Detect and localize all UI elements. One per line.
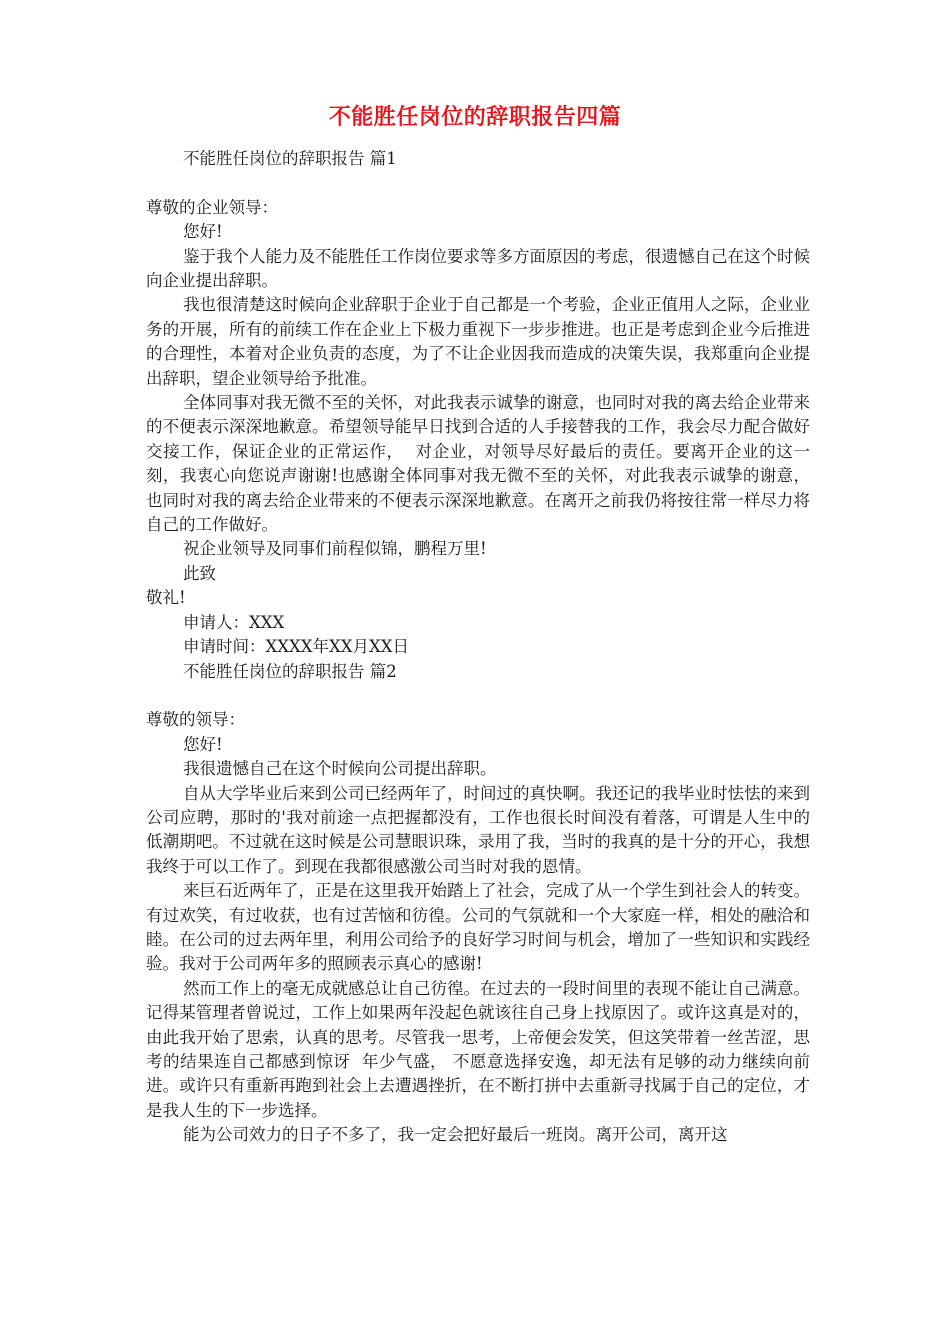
paragraph: 自从大学毕业后来到公司已经两年了，时间过的真快啊。我还记的我毕业时怯怯的来到公司应聘，那时的'我对前途一点把握都没有，工作也很长时间没有着落，可谓是人生中的低潮期吧。不过就在这时候是公司慧眼识珠，录用了我，当时的我真的是十分的开心，我想我终于可以工作了。到现在我都很感激公司当时对我的恩情。	[146, 783, 810, 876]
paragraph: 全体同事对我无微不至的关怀，对此我表示诚挚的谢意，也同时对我的离去给企业带来的不便表示深深地歉意。希望领导能早日找到合适的人手接替我的工作，我会尽力配合做好交接工作，保证企业的正常运作， 对企业，对领导尽好最后的责任。要离开企业的这一刻，我衷心向您说声谢谢!也感谢全体同事对我无微不至的关怀，对此我表示诚挚的谢意，也同时对我的离去给企业带来的不便表示深深地歉意。在离开之前我仍将按往常一样尽力将自己的工作做好。	[146, 393, 810, 535]
document-body	[146, 147, 810, 1148]
paragraph: 然而工作上的毫无成就感总让自己彷徨。在过去的一段时间里的表现不能让自己满意。记得某管理者曾说过，工作上如果两年没起色就该往自己身上找原因了。或许这真是对的，由此我开始了思索，认真的思考。尽管我一思考，上帝便会发笑，但这笑带着一丝苦涩，思考的结果连自己都感到惊讶 年少气盛， 不愿意选择安逸，却无法有足够的动力继续向前进。或许只有重新再跑到社会上去遭遇挫折，在不断打拼中去重新寻找属于自己的定位，才是我人生的下一步选择。	[146, 978, 810, 1120]
paragraph: 能为公司效力的日子不多了，我一定会把好最后一班岗。离开公司，离开这	[183, 1125, 728, 1145]
greeting: 您好!	[183, 222, 223, 242]
closing-line: 此致	[183, 563, 216, 583]
paragraph: 鉴于我个人能力及不能胜任工作岗位要求等多方面原因的考虑，很遗憾自己在这个时候向企业提出辞职。	[146, 246, 810, 291]
section-heading: 不能胜任岗位的辞职报告 篇2	[183, 661, 397, 681]
applicant-line: 申请人：XXX	[183, 612, 285, 632]
salutation: 尊敬的领导：	[146, 710, 245, 730]
paragraph: 祝企业领导及同事们前程似锦，鹏程万里!	[183, 539, 487, 559]
salutation: 尊敬的企业领导：	[146, 197, 278, 217]
section-heading: 不能胜任岗位的辞职报告 篇1	[183, 149, 397, 168]
paragraph: 我很遗憾自己在这个时候向公司提出辞职。	[183, 759, 497, 779]
greeting: 您好!	[183, 734, 223, 754]
blank-line	[146, 684, 810, 708]
closing-salute: 敬礼!	[146, 588, 186, 608]
paragraph: 来巨石近两年了，正是在这里我开始踏上了社会，完成了从一个学生到社会人的转变。有过欢笑，有过收获，也有过苦恼和彷徨。公司的气氛就和一个大家庭一样，相处的融洽和睦。在公司的过去两年里，利用公司给予的良好学习时间与机会，增加了一些知识和实践经验。我对于公司两年多的照顾表示真心的感谢!	[146, 881, 810, 974]
blank-line	[146, 171, 810, 195]
paragraph: 我也很清楚这时候向企业辞职于企业于自己都是一个考验，企业正值用人之际，企业业务的开展，所有的前续工作在企业上下极力重视下一步步推进。也正是考虑到企业今后推进的合理性，本着对企业负责的态度，为了不让企业因我而造成的决策失误，我郑重向企业提出辞职，望企业领导给予批准。	[146, 295, 810, 388]
date-line: 申请时间：XXXX年XX月XX日	[183, 637, 409, 657]
document-title: 不能胜任岗位的辞职报告四篇	[328, 104, 622, 130]
